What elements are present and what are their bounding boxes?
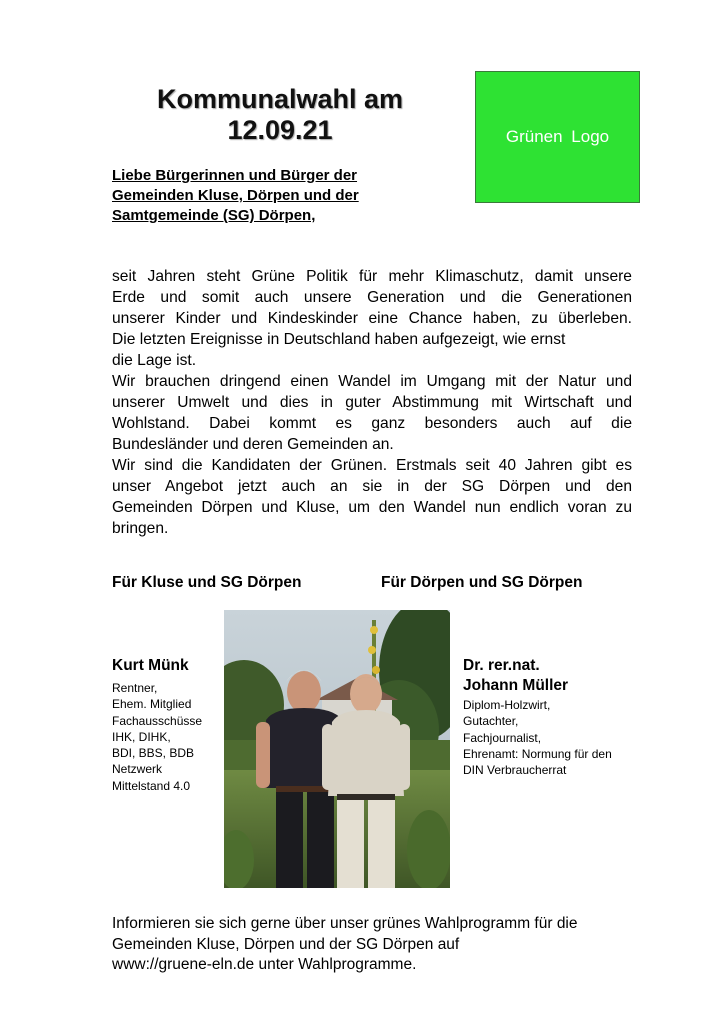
left-candidate-name: Kurt Münk — [112, 657, 189, 674]
salutation-line: Gemeinden Kluse, Dörpen und der — [112, 187, 359, 204]
detail-line: Diplom-Holzwirt, — [463, 698, 551, 712]
body-line: Bundesländer und deren Gemeinden an. — [112, 436, 394, 453]
footer-line: Informieren sie sich gerne über unser grünes Wahlprogramm für die — [112, 915, 578, 932]
body-line: Erde und somit auch unsere Generation und die Generationen — [112, 289, 632, 306]
body-line: Gemeinden Dörpen und Kluse, um den Wandel nun endlich voran zu — [112, 499, 632, 516]
left-candidate-details — [112, 680, 202, 794]
logo-placeholder — [475, 71, 640, 203]
detail-line: DIN Verbraucherrat — [463, 763, 567, 778]
right-candidate-name — [463, 656, 568, 696]
salutation — [112, 166, 412, 226]
footer-note — [112, 914, 632, 976]
body-paragraph — [112, 266, 632, 539]
body-line: Wir brauchen dringend einen Wandel im Umgang mit der Natur und — [112, 373, 632, 390]
right-candidate-fullname: Johann Müller — [463, 677, 569, 694]
body-line: Wir sind die Kandidaten der Grünen. Erstmals seit 40 Jahren gibt es — [112, 457, 632, 474]
detail-line: Fachjournalist, — [463, 730, 542, 745]
salutation-line: Samtgemeinde (SG) Dörpen, — [112, 207, 316, 224]
body-line: seit Jahren steht Grüne Politik für mehr Klimaschutz, damit unsere — [112, 268, 632, 285]
detail-line: Gutachter, — [463, 714, 519, 729]
detail-line: Netzwerk — [112, 762, 163, 777]
detail-line: Ehrenamt: Normung für den — [463, 746, 612, 761]
detail-line: Rentner, — [112, 681, 158, 695]
body-line: die Lage ist. — [112, 352, 197, 369]
body-line: Die letzten Ereignisse in Deutschland haben aufgezeigt, wie ernst — [112, 331, 566, 348]
title-line-1: Kommunalwahl am — [156, 84, 404, 114]
title-line-2: 12.09.21 — [227, 115, 333, 145]
footer-line: Gemeinden Kluse, Dörpen und der SG Dörpen auf — [112, 935, 460, 953]
body-line: unserer Umwelt und dies in guter Abstimmung mit Wirtschaft und — [112, 394, 632, 411]
detail-line: Fachausschüsse — [112, 713, 203, 728]
right-candidate-details — [463, 697, 612, 778]
body-line: unser Angebot jetzt auch an sie in der SG Dörpen und den — [112, 478, 632, 495]
detail-line: BDI, BBS, BDB — [112, 746, 195, 761]
page-title — [130, 84, 430, 146]
right-candidate-heading: Für Dörpen und SG Dörpen — [381, 574, 583, 591]
detail-line: IHK, DIHK, — [112, 729, 171, 744]
footer-line: www://gruene-eln.de unter Wahlprogramme. — [112, 956, 417, 973]
candidates-photo — [224, 610, 450, 888]
body-line: bringen. — [112, 520, 169, 537]
body-line: unserer Kinder und Kindeskinder eine Chance haben, zu überleben. — [112, 310, 632, 327]
detail-line: Mittelstand 4.0 — [112, 778, 191, 793]
right-candidate-title: Dr. rer.nat. — [463, 657, 540, 674]
logo-label: Grünen Logo — [505, 127, 610, 146]
detail-line: Ehem. Mitglied — [112, 697, 192, 712]
salutation-line: Liebe Bürgerinnen und Bürger der — [112, 167, 358, 184]
left-candidate-heading: Für Kluse und SG Dörpen — [112, 574, 302, 591]
body-line: Wohlstand. Dabei kommt es ganz besonders auch auf die — [112, 415, 632, 432]
